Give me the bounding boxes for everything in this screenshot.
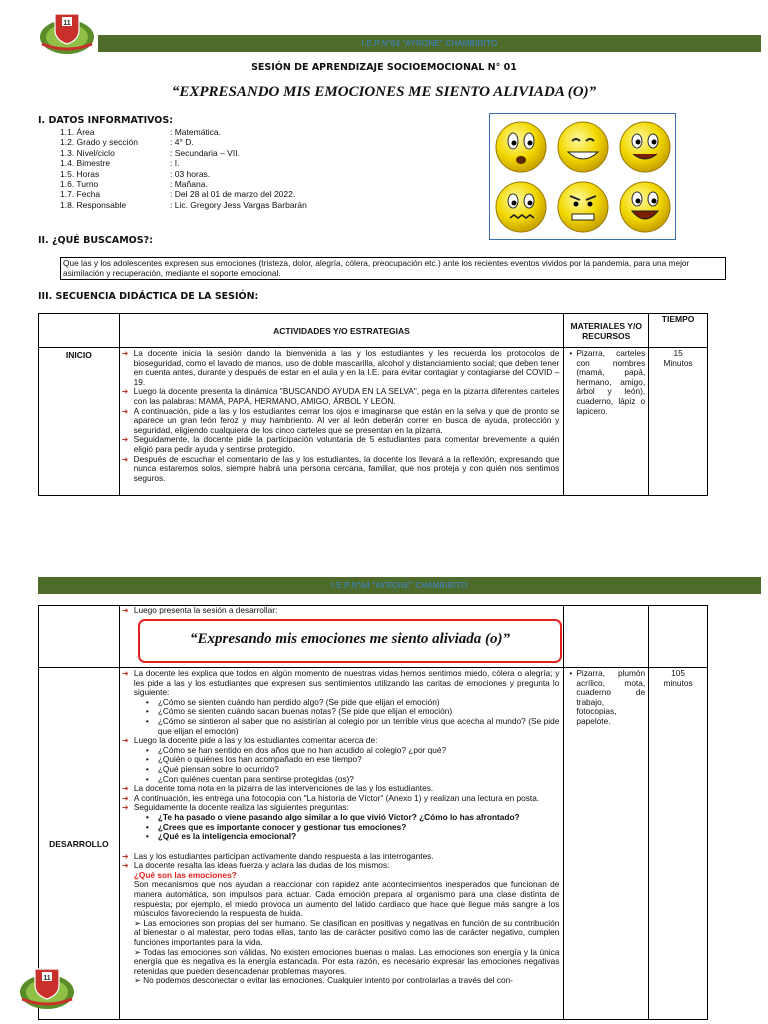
face-angry-icon: [558, 182, 608, 232]
list-item: ➜ La docente les explica que todos en algún momento de nuestras vidas hemos sentimos miedo, cólera o alegría; y les pide a las y los estudiantes que expresen sus sentimientos utilizando las caritas de emociones y pregunta lo siguiente:: [121, 668, 560, 698]
list-item: ➜ Después de escuchar el comentario de las y los estudiantes, la docente los llevará a la reflexión, expresando que nunca estaremos solos, siempre habrá una persona cercana, familiar, que nos proteja y con quién nos sentimos seguros.: [121, 453, 560, 483]
datos-key: 1.7. Fecha: [60, 189, 101, 200]
school-crest-icon: [18, 965, 76, 1013]
datos-value: : Secundaria – VII.: [170, 147, 240, 158]
datos-key: 1.4. Bimestre: [60, 158, 111, 169]
datos-key: 1.1. Área: [60, 127, 95, 137]
datos-key: 1.8. Responsable: [60, 199, 127, 210]
session-title: “EXPRESANDO MIS EMOCIONES ME SIENTO ALIVIADA (O)”: [171, 84, 597, 100]
list-item: ➜ Luego la docente presenta la dinámica "BUSCANDO AYUDA EN LA SELVA", pega en la pizarra diferentes carteles con las palabras: MAMÁ, PAPÁ, HERMANO, AMIGO, ÁRBOL Y LEÓN.: [121, 386, 560, 406]
list-item: ➜ La docente toma nota en la pizarra de las intervenciones de las y los estudiantes.: [121, 783, 434, 794]
arrow-bullet-icon: ➜: [121, 387, 129, 397]
session-heading: SESIÓN DE APRENDIZAJE SOCIOEMOCIONAL N° 01: [251, 62, 517, 73]
school-banner: I.E.P.N°64 "AYRONE" CHAMBIRITO: [98, 35, 761, 52]
arrow-bullet-icon: ➜: [121, 851, 129, 861]
section-datos-heading: I. DATOS INFORMATIVOS:: [38, 115, 174, 126]
datos-row: [60, 148, 307, 158]
inicio-time-unit: Minutos: [663, 357, 693, 368]
inicio-materials: [564, 348, 649, 496]
list-item: ➜ Luego la docente pide a las y los estudiantes comentar acerca de:: [121, 735, 378, 746]
desarrollo-time: [649, 668, 708, 1020]
school-crest-icon: [38, 10, 96, 58]
face-wink-icon: [620, 122, 670, 172]
datos-value: : Del 28 al 01 de marzo del 2022.: [170, 189, 296, 200]
school-banner-page2: I.E.P.N°64 "AYRONE" CHAMBIRITO: [38, 577, 761, 594]
col-time-header: TIEMPO: [649, 314, 708, 348]
datos-key: 1.5. Horas: [60, 168, 100, 179]
bullet-dot-icon: •: [569, 669, 573, 678]
question-item: • ¿Cómo se sienten cuándo han perdido algo? (Se pide que elijan el emoción): [120, 698, 560, 708]
arrow-bullet-icon: ➜: [121, 669, 129, 678]
question-item: • ¿Cómo se han sentido en dos años que no han acudido al colegio? ¿por qué?: [120, 746, 560, 756]
col-activities-header: ACTIVIDADES Y/O ESTRATEGIAS: [119, 314, 564, 348]
arrow-bullet-icon: ➜: [121, 736, 129, 746]
arrow-bullet-icon: ➜: [121, 793, 129, 803]
datos-row: [60, 158, 307, 168]
activities-table-2: [38, 605, 708, 1020]
question-item: • ¿Con quiénes cuentan para sentirse protegidas (os)?: [120, 775, 560, 785]
question-item: • ¿Crees que es importante conocer y gestionar tus emociones?: [120, 823, 560, 833]
arrow-bullet-icon: ➜: [121, 784, 129, 794]
arrow-bullet-icon: ➜: [121, 406, 129, 416]
datos-key: 1.3. Nivel/ciclo: [60, 147, 115, 158]
svg-text:11: 11: [43, 975, 51, 982]
datos-row: [60, 179, 307, 189]
question-item: • ¿Cómo se sienten cuándo sacan buenas notas? (Se pide que elijan el emoción): [120, 707, 560, 717]
arrow-bullet-icon: ➜: [121, 349, 129, 358]
bullet-dot-icon: •: [569, 349, 573, 358]
desarrollo-materials: [564, 668, 649, 1020]
arrow-bullet-icon: ➜: [121, 803, 129, 813]
datos-row: [60, 169, 307, 179]
list-item: ➜ Seguidamente la docente realiza las siguientes preguntas:: [121, 802, 349, 813]
section-buscamos-heading: II. ¿QUÉ BUSCAMOS?:: [38, 235, 153, 246]
face-surprised-icon: [496, 122, 546, 172]
arrow-bullet-icon: ➜: [121, 606, 129, 615]
desarrollo-label: DESARROLLO: [39, 668, 120, 1020]
face-worried-icon: [496, 182, 546, 232]
svg-text:11: 11: [63, 20, 71, 27]
inicio-activities: [119, 348, 564, 496]
red-question: ¿Qué son las emociones?: [133, 869, 237, 880]
inicio-time: [649, 348, 708, 496]
datos-value: : 4° D.: [170, 137, 194, 148]
section-secuencia-heading: III. SECUENCIA DIDÁCTICA DE LA SESIÓN:: [38, 291, 259, 302]
paragraph: ➢ Las emociones son propias del ser humano. Se clasifican en positivas y negativas en función de su contribución al bienestar o al malestar, pero todas ellas, tanto las de carácter positivo como las de carácter negativo, cumplen funciones importantes para la vida.: [133, 917, 560, 948]
col-materials-header: MATERIALES Y/O RECURSOS: [564, 314, 649, 348]
datos-value: : I.: [170, 158, 180, 169]
empty-header-cell: [39, 314, 120, 348]
inicio-label: INICIO: [39, 348, 120, 496]
datos-key: 1.2. Grado y sección: [60, 137, 138, 148]
datos-key: 1.6. Turno: [60, 179, 99, 190]
list-item: ➜ Las y los estudiantes participan activamente dando respuesta a las interrogantes.: [121, 850, 434, 861]
datos-value: : Matemática.: [170, 127, 222, 137]
datos-list: [60, 127, 307, 210]
paragraph: ➢ Todas las emociones son válidas. No existen emociones buenas o malas. Las emociones son energía y la única energía que es negativa es la energía estancada. Por esta razón, es necesario expresar las emociones negativas retenidas que pueden desencadenar problemas mayores.: [133, 946, 560, 976]
question-item: • ¿Qué es la inteligencia emocional?: [120, 832, 560, 842]
list-item: ➜ Seguidamente, la docente pide la participación voluntaria de 5 estudiantes para comentar brevemente a quién eligió para pedir ayuda y sentirse protegido.: [121, 434, 560, 454]
empty-cell: [649, 606, 708, 668]
paragraph: ➢ No podemos desconectar o evitar las emociones. Cualquier intento por controlarlas a través del con-: [133, 975, 513, 986]
question-item: • ¿Cómo se sintieron al saber que no asistirían al colegio por un terrible virus que acecha al mundo? (Se pide que elijan el emoción): [120, 717, 560, 736]
paragraph: Son mecanismos que nos ayudan a reaccionar con rapidez ante acontecimientos inesperados que funcionan de manera automática, son impulsos para actuar. Cada emoción prepara al organismo para una clase distinta de respuesta; por ejemplo, el miedo provoca un aumento del latido cardiaco que hace que llegue más sangre a los músculos favoreciendo la respuesta de huida.: [133, 879, 560, 919]
list-item: ➜ Luego presenta la sesión a desarrollar:: [121, 605, 278, 615]
desarrollo-time-unit: minutos: [663, 677, 693, 688]
question-item: • ¿Quién o quiénes los han acompañado en ese tiempo?: [120, 755, 560, 765]
empty-cell: [564, 606, 649, 668]
empty-cell: [39, 606, 120, 668]
datos-value: : Lic. Gregory Jess Vargas Barbarán: [170, 199, 307, 210]
datos-value: : Mañana.: [170, 179, 208, 190]
boxed-session-title: “Expresando mis emociones me siento aliviada (o)”: [190, 631, 510, 647]
session-title-box: [138, 619, 562, 663]
list-item: ➜ La docente inicia la sesión dando la bienvenida a las y los estudiantes y les recuerda los protocolos de bioseguridad, como el lavado de manos, uso de doble mascarilla, alcohol y distanciamiento social; que deben tener en cuenta antes, durante y después de estar en el aula y en la I.E. para evitar contagiar y contagiarse del COVID – 19.: [121, 348, 560, 387]
activities-table-1: [38, 313, 708, 496]
datos-row: [60, 200, 307, 210]
desarrollo-time-value: 105: [671, 668, 685, 678]
datos-row: [60, 137, 307, 147]
face-laughing-icon: [620, 182, 670, 232]
desarrollo-activities: [119, 668, 564, 1020]
list-item: • Pizarra, plumón acrílico, mota, cuaderno de trabajo, fotocopias, papelote.: [569, 668, 646, 726]
question-item: • ¿Qué piensan sobre lo ocurrido?: [120, 765, 560, 775]
list-item: ➜ A continuación, les entrega una fotocopia con "La historia de Víctor" (Anexo 1) y realizan una lectura en posta.: [121, 792, 540, 803]
buscamos-box: Que las y los adolescentes expresen sus emociones (tristeza, dolor, alegría, cólera, preocupación etc.) ante los recientes eventos vividos por la pandemia, para una mejor asimilación y recuperación, mediante el soporte emocional.: [60, 257, 726, 280]
datos-row: [60, 189, 307, 199]
arrow-bullet-icon: ➜: [121, 861, 129, 871]
emotion-faces-image: [489, 113, 676, 240]
face-grinning-icon: [558, 122, 608, 172]
list-item: ➜ La docente resalta las ideas fuerza y aclara las dudas de los mismos:: [121, 860, 390, 871]
datos-row: [60, 127, 307, 137]
inicio-time-value: 15: [673, 348, 683, 358]
question-item: • ¿Te ha pasado o viene pasando algo similar a lo que vivió Víctor? ¿Cómo lo has afrontado?: [120, 813, 560, 823]
arrow-bullet-icon: ➜: [121, 454, 129, 464]
datos-value: : 03 horas.: [170, 168, 211, 179]
arrow-bullet-icon: ➜: [121, 435, 129, 445]
list-item: • Pizarra, carteles con nombres (mamá, papá, hermano, amigo, árbol y león), cuaderno, lápiz o lapicero.: [569, 348, 646, 416]
list-item: ➜ A continuación, pide a las y los estudiantes cerrar los ojos e imaginarse que están en la selva y que de pronto se aparece un gran león feroz y muy hambriento. Al ver al león deberán correr en busca de ayuda, protección y seguridad, eligiendo cualquiera de los cinco carteles que se presentan en la pizarra.: [121, 405, 560, 435]
